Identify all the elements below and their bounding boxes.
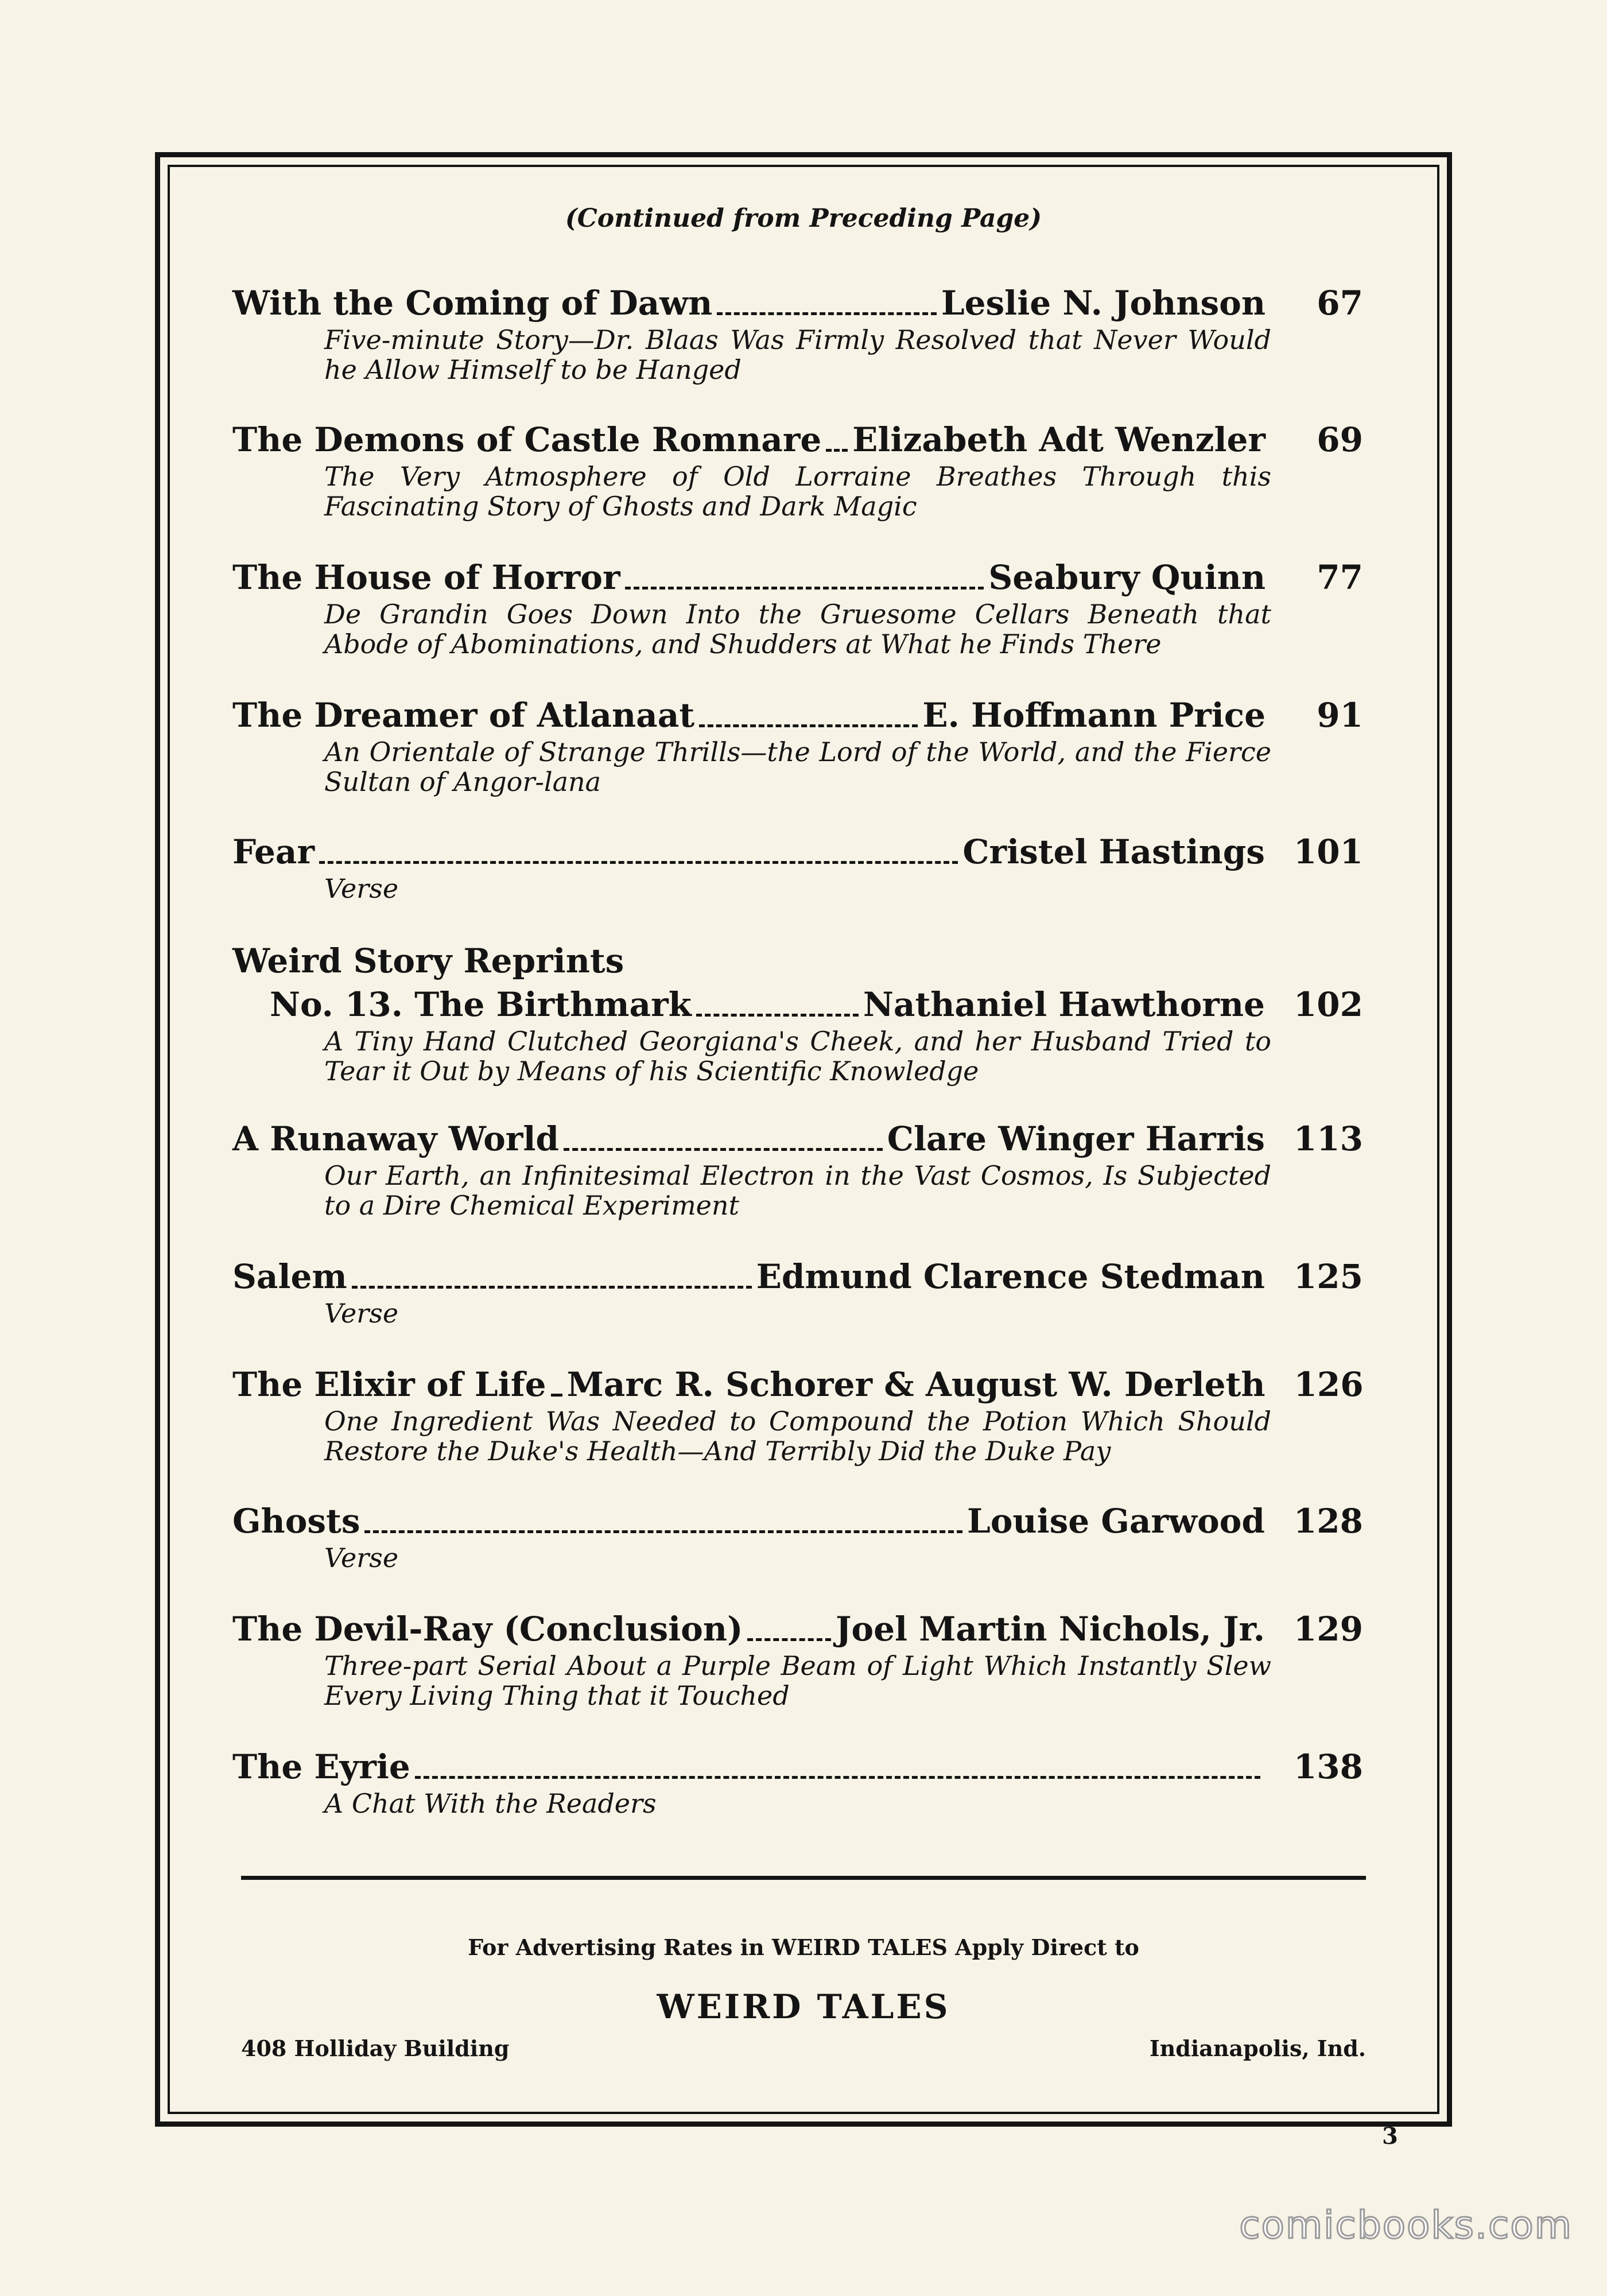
story-author: Seabury Quinn xyxy=(988,558,1266,597)
toc-entry xyxy=(232,1363,1363,1466)
entry-line xyxy=(232,1255,1363,1298)
story-title: The House of Horror xyxy=(232,558,620,597)
toc-entry xyxy=(232,1499,1363,1573)
toc-entry xyxy=(232,1255,1363,1328)
leader-dots xyxy=(364,1530,962,1533)
leader-dots xyxy=(717,312,937,315)
publisher-address: 408 Holliday Building xyxy=(241,2035,510,2061)
toc-entry xyxy=(232,1607,1363,1711)
story-title: The Dreamer of Atlanaat xyxy=(232,696,695,735)
story-description: Three-part Serial About a Purple Beam of Light Which Instantly Slew Every Living Thing that it Touched xyxy=(324,1650,1271,1711)
leader-dots xyxy=(564,1147,883,1151)
leader-dots xyxy=(551,1393,562,1397)
page-number: 138 xyxy=(1293,1747,1363,1786)
page-folio: 3 xyxy=(1382,2123,1398,2150)
entry-line xyxy=(232,556,1363,599)
story-description: Five-minute Story—Dr. Blaas Was Firmly Resolved that Never Would he Allow Himself to be Hanged xyxy=(324,324,1271,385)
story-author: Clare Winger Harris xyxy=(887,1119,1265,1158)
entry-line xyxy=(232,1499,1363,1543)
leader-dots xyxy=(826,448,848,452)
page-number: 67 xyxy=(1317,284,1363,323)
publisher-city: Indianapolis, Ind. xyxy=(1149,2035,1366,2061)
leader-dots xyxy=(696,1013,859,1017)
page-number: 101 xyxy=(1293,832,1363,871)
page-number: 91 xyxy=(1317,696,1363,735)
story-title: The Demons of Castle Romnare xyxy=(232,420,822,459)
story-description: Verse xyxy=(324,873,399,904)
story-description: De Grandin Goes Down Into the Gruesome Cellars Beneath that Abode of Abominations, and Shudders at What he Finds There xyxy=(324,599,1271,660)
toc-entry xyxy=(232,830,1363,903)
story-author: Elizabeth Adt Wenzler xyxy=(852,420,1266,459)
page-number: 126 xyxy=(1294,1365,1364,1404)
story-author: Marc R. Schorer & August W. Derleth xyxy=(566,1365,1266,1404)
story-description: A Chat With the Readers xyxy=(324,1788,657,1819)
page-number: 69 xyxy=(1317,420,1363,459)
story-title: Ghosts xyxy=(232,1502,360,1541)
continued-note: (Continued from Preceding Page) xyxy=(565,204,1042,233)
story-title: The Eyrie xyxy=(232,1747,410,1786)
story-author: E. Hoffmann Price xyxy=(922,696,1266,735)
entry-line xyxy=(232,693,1363,737)
story-author: Nathaniel Hawthorne xyxy=(863,985,1265,1024)
entry-line xyxy=(232,281,1363,325)
story-title: No. 13. The Birthmark xyxy=(270,985,692,1024)
section-heading: Weird Story Reprints xyxy=(232,941,624,980)
entry-line xyxy=(232,1607,1363,1651)
story-author: Louise Garwood xyxy=(966,1502,1265,1541)
story-author: Cristel Hastings xyxy=(962,832,1265,871)
story-title: Salem xyxy=(232,1257,347,1296)
story-description: Verse xyxy=(324,1298,399,1329)
entry-line xyxy=(232,1745,1363,1789)
entry-line xyxy=(232,1117,1363,1161)
entry-line xyxy=(232,983,1363,1026)
toc-entry xyxy=(232,418,1363,521)
advertising-note: For Advertising Rates in WEIRD TALES Apply Direct to xyxy=(468,1934,1139,1960)
story-description: Verse xyxy=(324,1542,399,1573)
story-title: Fear xyxy=(232,832,315,871)
story-author: Leslie N. Johnson xyxy=(941,284,1266,323)
toc-entry xyxy=(232,281,1363,385)
story-title: The Elixir of Life xyxy=(232,1365,546,1404)
page-number: 129 xyxy=(1293,1609,1363,1649)
page-number: 128 xyxy=(1293,1502,1363,1541)
leader-dots xyxy=(319,860,958,864)
leader-dots xyxy=(352,1285,752,1289)
toc-entry xyxy=(232,1745,1363,1818)
story-description: An Orientale of Strange Thrills—the Lord of the World, and the Fierce Sultan of Angor-lana xyxy=(324,736,1271,797)
toc-entry xyxy=(232,693,1363,797)
story-title: A Runaway World xyxy=(232,1119,559,1158)
story-description: Our Earth, an Infinitesimal Electron in the Vast Cosmos, Is Subjected to a Dire Chemical Experiment xyxy=(324,1160,1271,1221)
toc-entry xyxy=(232,939,1363,1086)
page-number: 77 xyxy=(1317,558,1363,597)
page-number: 113 xyxy=(1293,1119,1363,1158)
story-description: A Tiny Hand Clutched Georgiana's Cheek, and her Husband Tried to Tear it Out by Means of his Scientific Knowledge xyxy=(324,1026,1271,1087)
entry-line xyxy=(232,1363,1363,1406)
entry-line xyxy=(232,418,1363,461)
story-description: The Very Atmosphere of Old Lorraine Breathes Through this Fascinating Story of Ghosts and Dark Magic xyxy=(324,461,1271,522)
entry-line xyxy=(232,830,1363,874)
magazine-name: WEIRD TALES xyxy=(657,1987,950,2026)
site-watermark: comicbooks.com xyxy=(1239,2203,1573,2247)
story-title: With the Coming of Dawn xyxy=(232,284,713,323)
toc-entry xyxy=(232,1117,1363,1220)
story-description: One Ingredient Was Needed to Compound the Potion Which Should Restore the Duke's Health—And Terribly Did the Duke Pay xyxy=(324,1406,1271,1467)
story-author: Joel Martin Nichols, Jr. xyxy=(835,1609,1265,1649)
leader-dots xyxy=(625,586,984,589)
page-number: 125 xyxy=(1293,1257,1363,1296)
leader-dots xyxy=(699,724,918,727)
leader-dots xyxy=(747,1638,831,1641)
story-author: Edmund Clarence Stedman xyxy=(756,1257,1265,1296)
toc-entry xyxy=(232,556,1363,659)
leader-dots xyxy=(415,1775,1260,1779)
story-title: The Devil-Ray (Conclusion) xyxy=(232,1609,743,1649)
page-number: 102 xyxy=(1293,985,1363,1024)
footer-rule xyxy=(241,1876,1366,1880)
